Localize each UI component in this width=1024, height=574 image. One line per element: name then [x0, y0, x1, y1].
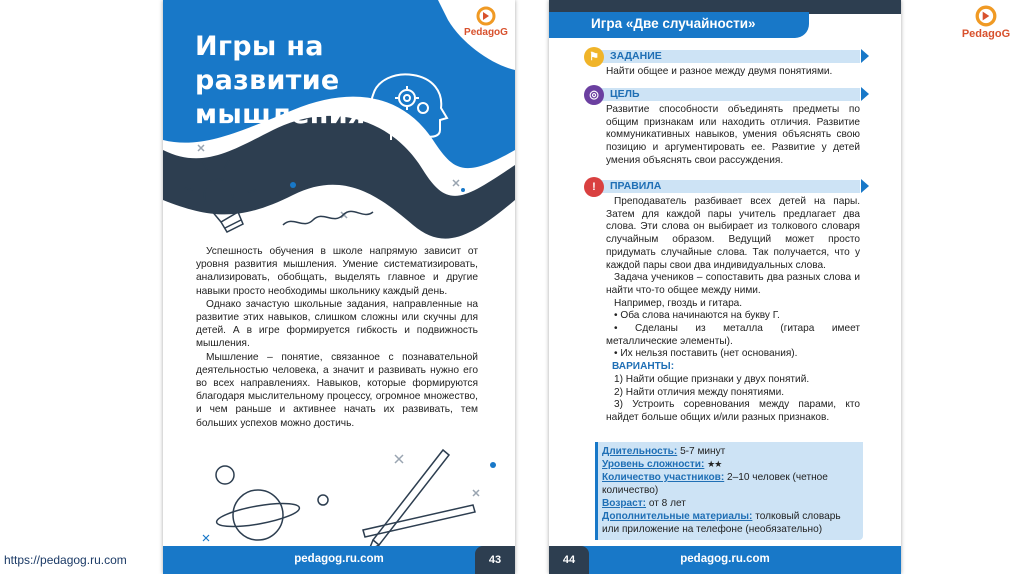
paragraph: Однако зачастую школьные задания, направленные на развитие этих навыков, слишком сложны или скучны для детей. А в игре формируется гибкость и подвижность мышления.: [196, 298, 478, 350]
pedagog-logo-icon: [476, 6, 496, 26]
target-icon: ◎: [584, 85, 604, 105]
brand-name: PedagoG: [961, 28, 1011, 40]
age-label: Возраст:: [602, 498, 647, 509]
footer-site: pedagog.ru.com: [294, 553, 384, 565]
footer-site: pedagog.ru.com: [680, 553, 770, 565]
chevron-right-icon: [861, 87, 869, 101]
goal-text: Развитие способности объединять предметы по общим признакам или находить отличия. Развитие коммуникативных навыков, умения объяснять свою позицию и аргументировать ее. Развитие у детей умения объяснять свои рассуждения.: [606, 104, 860, 166]
goal-header: [595, 88, 860, 101]
source-link[interactable]: https://pedagog.ru.com: [4, 553, 127, 567]
participants-value: 2–10 человек (четное количество): [602, 472, 828, 496]
duration-label: Длительность:: [602, 446, 678, 457]
variants-label: ВАРИАНТЫ:: [612, 361, 675, 373]
rules-line: Задача учеников – сопоставить два разных слова и найти что-то общее между ними.: [606, 272, 860, 296]
age-value: от 8 лет: [648, 498, 686, 509]
paragraph: Успешность обучения в школе напрямую зависит от уровня развития мышления. Умение систематизировать, анализировать, обобщать, выделять главное и другие навыки просто необходимы школьнику каждый день.: [196, 246, 478, 297]
difficulty-stars: ★★: [707, 459, 722, 469]
duration-value: 5-7 минут: [680, 446, 726, 457]
intro-text: [196, 245, 478, 430]
rules-line: Преподаватель разбивает всех детей на пары. Затем для каждой пары учитель предлагает два слова. Эти слова он выбирает из толкового словаря случайным образом. Ведущий может просто придумать случайные слова. Так получается, что у каждой пары свои два индивидуальных слова.: [606, 196, 860, 271]
game-info-box: [595, 442, 863, 540]
rules-text: [606, 196, 860, 425]
rules-line: • Сделаны из металла (гитара имеет металлические элементы).: [606, 323, 860, 347]
rules-line: • Оба слова начинаются на букву Г.: [614, 310, 780, 322]
page-number: 43: [475, 546, 515, 574]
variant-item: 1) Найти общие признаки у двух понятий.: [614, 373, 810, 385]
task-header: [595, 50, 860, 63]
alert-icon: !: [584, 177, 604, 197]
page-title: Игры на развитие мышления: [195, 31, 366, 130]
pencil-icon: [363, 450, 475, 550]
pedagog-logo: [461, 6, 511, 38]
task-label: ЗАДАНИЕ: [610, 50, 662, 62]
variant-item: 3) Устроить соревнования между парами, кто найдет больше общих и/или разных признаков.: [606, 399, 860, 423]
rules-line: • Их нельзя поставить (нет основания).: [614, 348, 798, 360]
rules-label: ПРАВИЛА: [610, 180, 662, 192]
planet-icon: [215, 466, 328, 540]
goal-label: ЦЕЛЬ: [610, 88, 640, 100]
game-title: Игра «Две случайности»: [591, 16, 756, 31]
rules-line: Например, гвоздь и гитара.: [614, 297, 743, 309]
materials-value: толковый словарь или приложение на телефоне (необязательно): [602, 511, 841, 535]
participants-label: Количество участников:: [602, 472, 725, 483]
materials-label: Дополнительные материалы:: [602, 511, 753, 522]
chevron-right-icon: [861, 179, 869, 193]
difficulty-label: Уровень сложности:: [602, 459, 705, 470]
right-page: [549, 0, 901, 574]
brand-name: PedagoG: [464, 27, 508, 38]
left-page: [163, 0, 515, 574]
pedagog-logo-icon: [975, 5, 997, 27]
page-footer: [163, 546, 515, 574]
task-text: Найти общее и разное между двумя понятиями.: [606, 66, 833, 77]
rules-header: [595, 180, 860, 193]
flag-icon: ⚑: [584, 47, 604, 67]
paragraph: Мышление – понятие, связанное с познавательной деятельностью человека, а значит и развивать нужно его во всех направлениях. Навыков, которые формируются благодаря мыслительному процессу, огромное множество, и чем раньше и активнее начать их развивать, тем больших успехов можно достичь.: [196, 351, 478, 429]
decor-squiggle: [283, 211, 373, 225]
page-number: 44: [549, 546, 589, 574]
variant-item: 2) Найти отличия между понятиями.: [614, 386, 785, 398]
slide-logo: [952, 5, 1020, 40]
page-footer: [549, 546, 901, 574]
chevron-right-icon: [861, 49, 869, 63]
